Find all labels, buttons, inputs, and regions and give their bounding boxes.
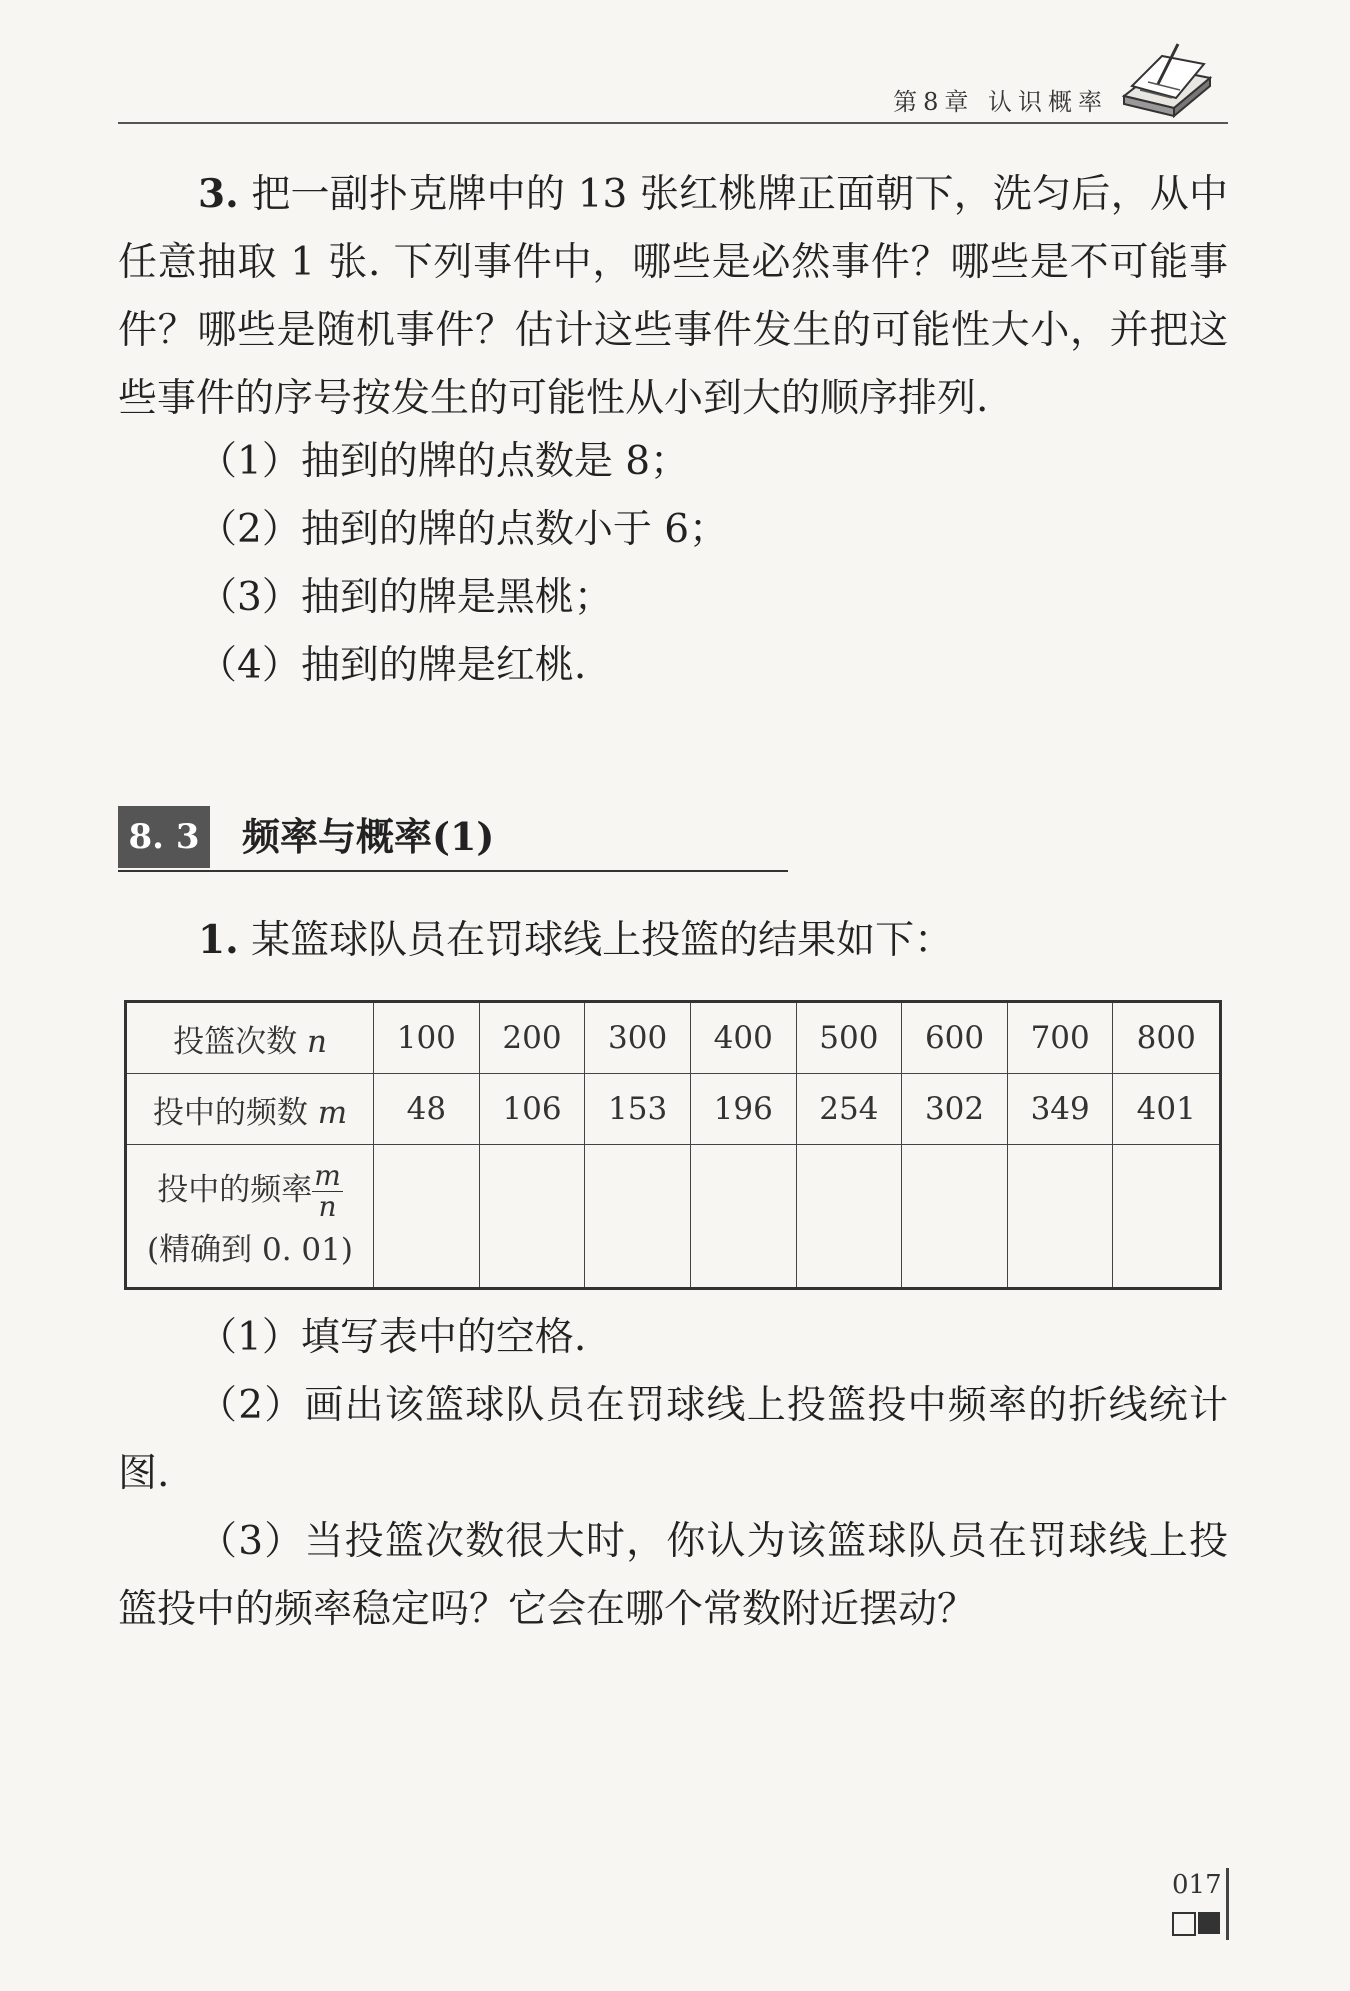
frequency-cell-empty (902, 1145, 1008, 1289)
q1-sub-1: （1）填写表中的空格. (198, 1315, 587, 1360)
header-attempts: 投篮次数 n (126, 1002, 374, 1074)
section-number-badge: 8. 3 (118, 806, 210, 868)
fraction-m-over-n: $\frac{m}{n}$ (314, 1158, 341, 1223)
question-1-number: 1. (198, 917, 239, 963)
hits-cell: 196 (690, 1074, 796, 1145)
frequency-cell-empty (796, 1145, 902, 1289)
section-title: 频率与概率(1) (242, 814, 495, 859)
hits-cell: 349 (1007, 1074, 1113, 1145)
q3-item-3: （3）抽到的牌是黑桃； (198, 575, 613, 620)
attempts-cell: 200 (479, 1002, 585, 1074)
q1-sub-2: （2）画出该篮球队员在罚球线上投篮投中频率的折线统计图. (118, 1383, 1228, 1496)
chapter-title: 第8章 认识概率 (893, 88, 1108, 116)
question-3-body: 把一副扑克牌中的 13 张红桃牌正面朝下，洗匀后，从中任意抽取 1 张. 下列事件中，哪些是必然事件？哪些是不可能事件？哪些是随机事件？估计这些事件发生的可能性大小，并把这些事件的序号按发生的可能性从小到大的顺序排列. (118, 172, 1228, 421)
hits-cell: 48 (374, 1074, 480, 1145)
question-1-text (118, 906, 1228, 975)
table-row-hits (126, 1074, 1221, 1145)
hits-cell: 153 (585, 1074, 691, 1145)
filled-square-icon (1198, 1912, 1220, 1934)
precision-note: (精确到 0. 01) (147, 1231, 353, 1268)
table-row-attempts (126, 1002, 1221, 1074)
attempts-cell: 700 (1007, 1002, 1113, 1074)
hits-cell: 106 (479, 1074, 585, 1145)
attempts-cell: 500 (796, 1002, 902, 1074)
frequency-cell-empty (585, 1145, 691, 1289)
attempts-cell: 100 (374, 1002, 480, 1074)
hits-cell: 302 (902, 1074, 1008, 1145)
attempts-cell: 600 (902, 1002, 1008, 1074)
frequency-cell-empty (1113, 1145, 1221, 1289)
attempts-cell: 800 (1113, 1002, 1221, 1074)
attempts-cell: 300 (585, 1002, 691, 1074)
frequency-cell-empty (374, 1145, 480, 1289)
hits-cell: 401 (1113, 1074, 1221, 1145)
header-frequency: 投中的频率 $\frac{m}{n}$ (精确到 0. 01) (126, 1145, 374, 1289)
frequency-cell-empty (479, 1145, 585, 1289)
frequency-cell-empty (1007, 1145, 1113, 1289)
hits-cell: 254 (796, 1074, 902, 1145)
book-icon (1118, 34, 1214, 118)
q3-item-1: （1）抽到的牌的点数是 8； (198, 439, 690, 484)
question-1-intro: 某篮球队员在罚球线上投篮的结果如下： (251, 918, 954, 963)
table-row-frequency (126, 1145, 1221, 1289)
q3-item-2: （2）抽到的牌的点数小于 6； (198, 507, 729, 552)
section-heading (118, 806, 788, 872)
footer-rule (1226, 1868, 1229, 1940)
q3-item-4: （4）抽到的牌是红桃. (198, 643, 587, 688)
question-3-number: 3. (198, 171, 239, 217)
question-3-text (118, 160, 1228, 433)
empty-square-icon (1172, 1912, 1196, 1936)
q1-sub-3: （3）当投篮次数很大时，你认为该篮球队员在罚球线上投篮投中的频率稳定吗？它会在哪个常数附近摆动？ (118, 1519, 1228, 1632)
header-hits: 投中的频数 m (126, 1074, 374, 1145)
frequency-cell-empty (690, 1145, 796, 1289)
shooting-results-table (124, 1000, 1222, 1290)
page-number: 017 (1172, 1870, 1222, 1900)
page-header (118, 30, 1228, 124)
attempts-cell: 400 (690, 1002, 796, 1074)
